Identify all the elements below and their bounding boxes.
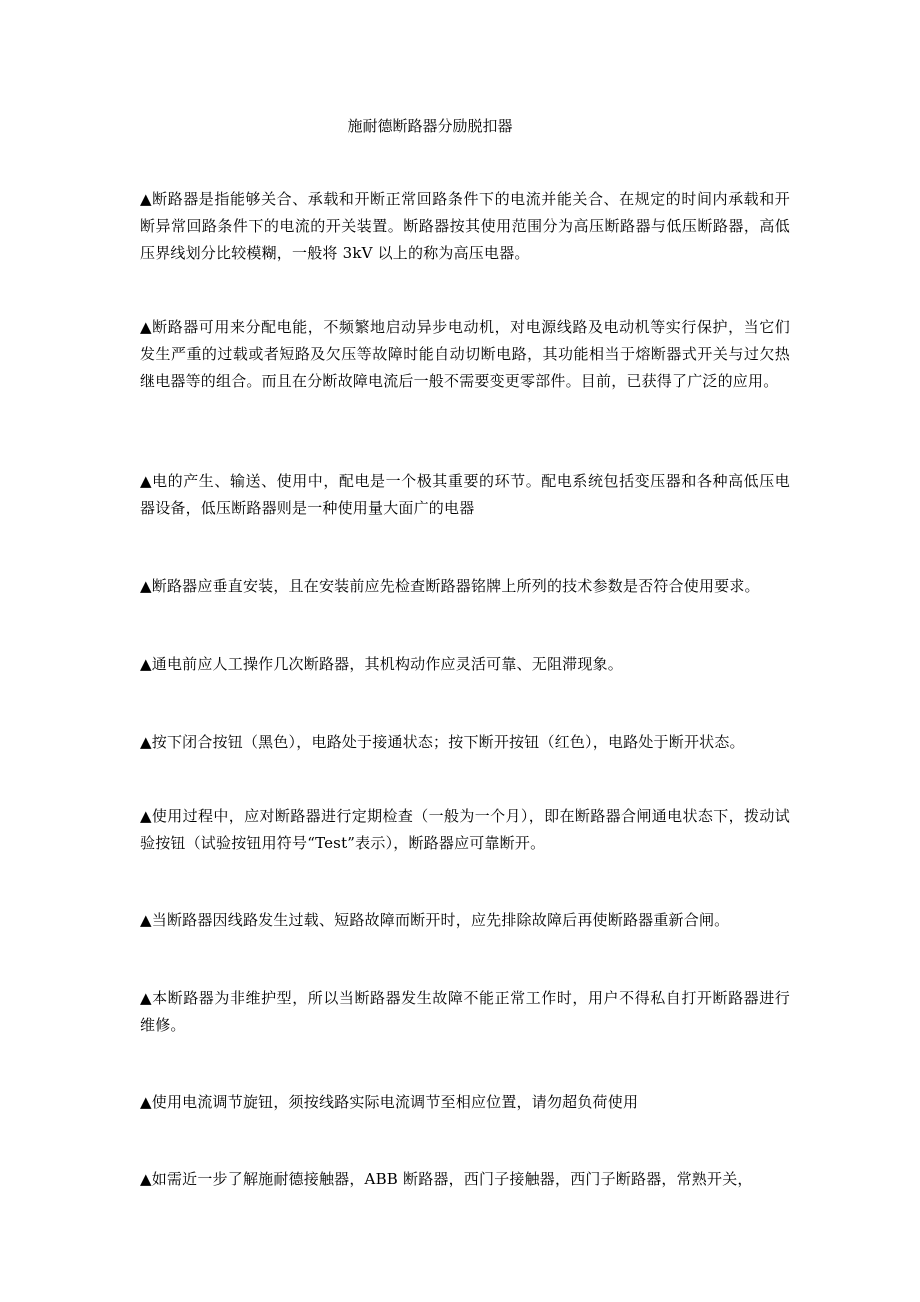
paragraph-4 <box>140 573 790 600</box>
triangle-bullet-icon: ▲ <box>140 911 152 929</box>
paragraph-text: 按下闭合按钮（黑色），电路处于接通状态；按下断开按钮（红色），电路处于断开状态。 <box>151 733 745 751</box>
paragraph-11 <box>140 1166 790 1193</box>
triangle-bullet-icon: ▲ <box>140 1170 152 1188</box>
paragraph-text: 断路器可用来分配电能，不频繁地启动异步电动机，对电源线路及电动机等实行保护，当它们发生严重的过载或者短路及欠压等故障时能自动切断电路，其功能相当于熔断器式开关与过欠热继电器等的组合。而且在分断故障电流后一般不需要变更零部件。目前，已获得了广泛的应用。 <box>140 318 790 390</box>
paragraph-text: 通电前应人工操作几次断路器，其机构动作应灵活可靠、无阻滞现象。 <box>151 655 623 673</box>
paragraph-1 <box>140 186 790 267</box>
triangle-bullet-icon: ▲ <box>140 472 153 490</box>
paragraph-7 <box>140 803 790 857</box>
paragraph-text: 电的产生、输送、使用中，配电是一个极其重要的环节。配电系统包括变压器和各种高低压电器设备，低压断路器则是一种使用量大面广的电器 <box>140 472 790 517</box>
paragraph-8 <box>140 907 790 934</box>
triangle-bullet-icon: ▲ <box>140 190 153 208</box>
paragraph-text: 使用电流调节旋钮，须按线路实际电流调节至相应位置，请勿超负荷使用 <box>151 1093 639 1111</box>
paragraph-text: 当断路器因线路发生过载、短路故障而断开时，应先排除故障后再使断路器重新合闸。 <box>151 911 730 929</box>
triangle-bullet-icon: ▲ <box>140 733 152 751</box>
triangle-bullet-icon: ▲ <box>140 655 152 673</box>
paragraph-text: 使用过程中，应对断路器进行定期检查（一般为一个月），即在断路器合闸通电状态下，拨动试验按钮（试验按钮用符号“Test”表示），断路器应可靠断开。 <box>140 807 790 852</box>
paragraph-3 <box>140 468 790 522</box>
paragraph-5 <box>140 651 790 678</box>
paragraph-text: 断路器应垂直安装，且在安装前应先检查断路器铭牌上所列的技术参数是否符合使用要求。 <box>151 577 760 595</box>
paragraph-text: 如需近一步了解施耐德接触器，ABB 断路器，西门子接触器，西门子断路器，常熟开关， <box>151 1170 753 1188</box>
paragraph-9 <box>140 985 790 1039</box>
triangle-bullet-icon: ▲ <box>140 807 152 825</box>
document-title: 施耐德断路器分励脱扣器 <box>347 117 513 135</box>
triangle-bullet-icon: ▲ <box>140 318 153 336</box>
paragraph-text: 本断路器为非维护型，所以当断路器发生故障不能正常工作时，用户不得私自打开断路器进行维修。 <box>140 989 790 1034</box>
paragraph-text: 断路器是指能够关合、承载和开断正常回路条件下的电流并能关合、在规定的时间内承载和开断异常回路条件下的电流的开关装置。断路器按其使用范围分为高压断路器与低压断路器，高低压界线划分比较模糊，一般将 3kV 以上的称为高压电器。 <box>140 190 790 262</box>
triangle-bullet-icon: ▲ <box>140 577 152 595</box>
triangle-bullet-icon: ▲ <box>140 989 153 1007</box>
triangle-bullet-icon: ▲ <box>140 1093 152 1111</box>
paragraph-2 <box>140 314 790 395</box>
paragraph-10 <box>140 1089 790 1116</box>
paragraph-6 <box>140 729 790 756</box>
